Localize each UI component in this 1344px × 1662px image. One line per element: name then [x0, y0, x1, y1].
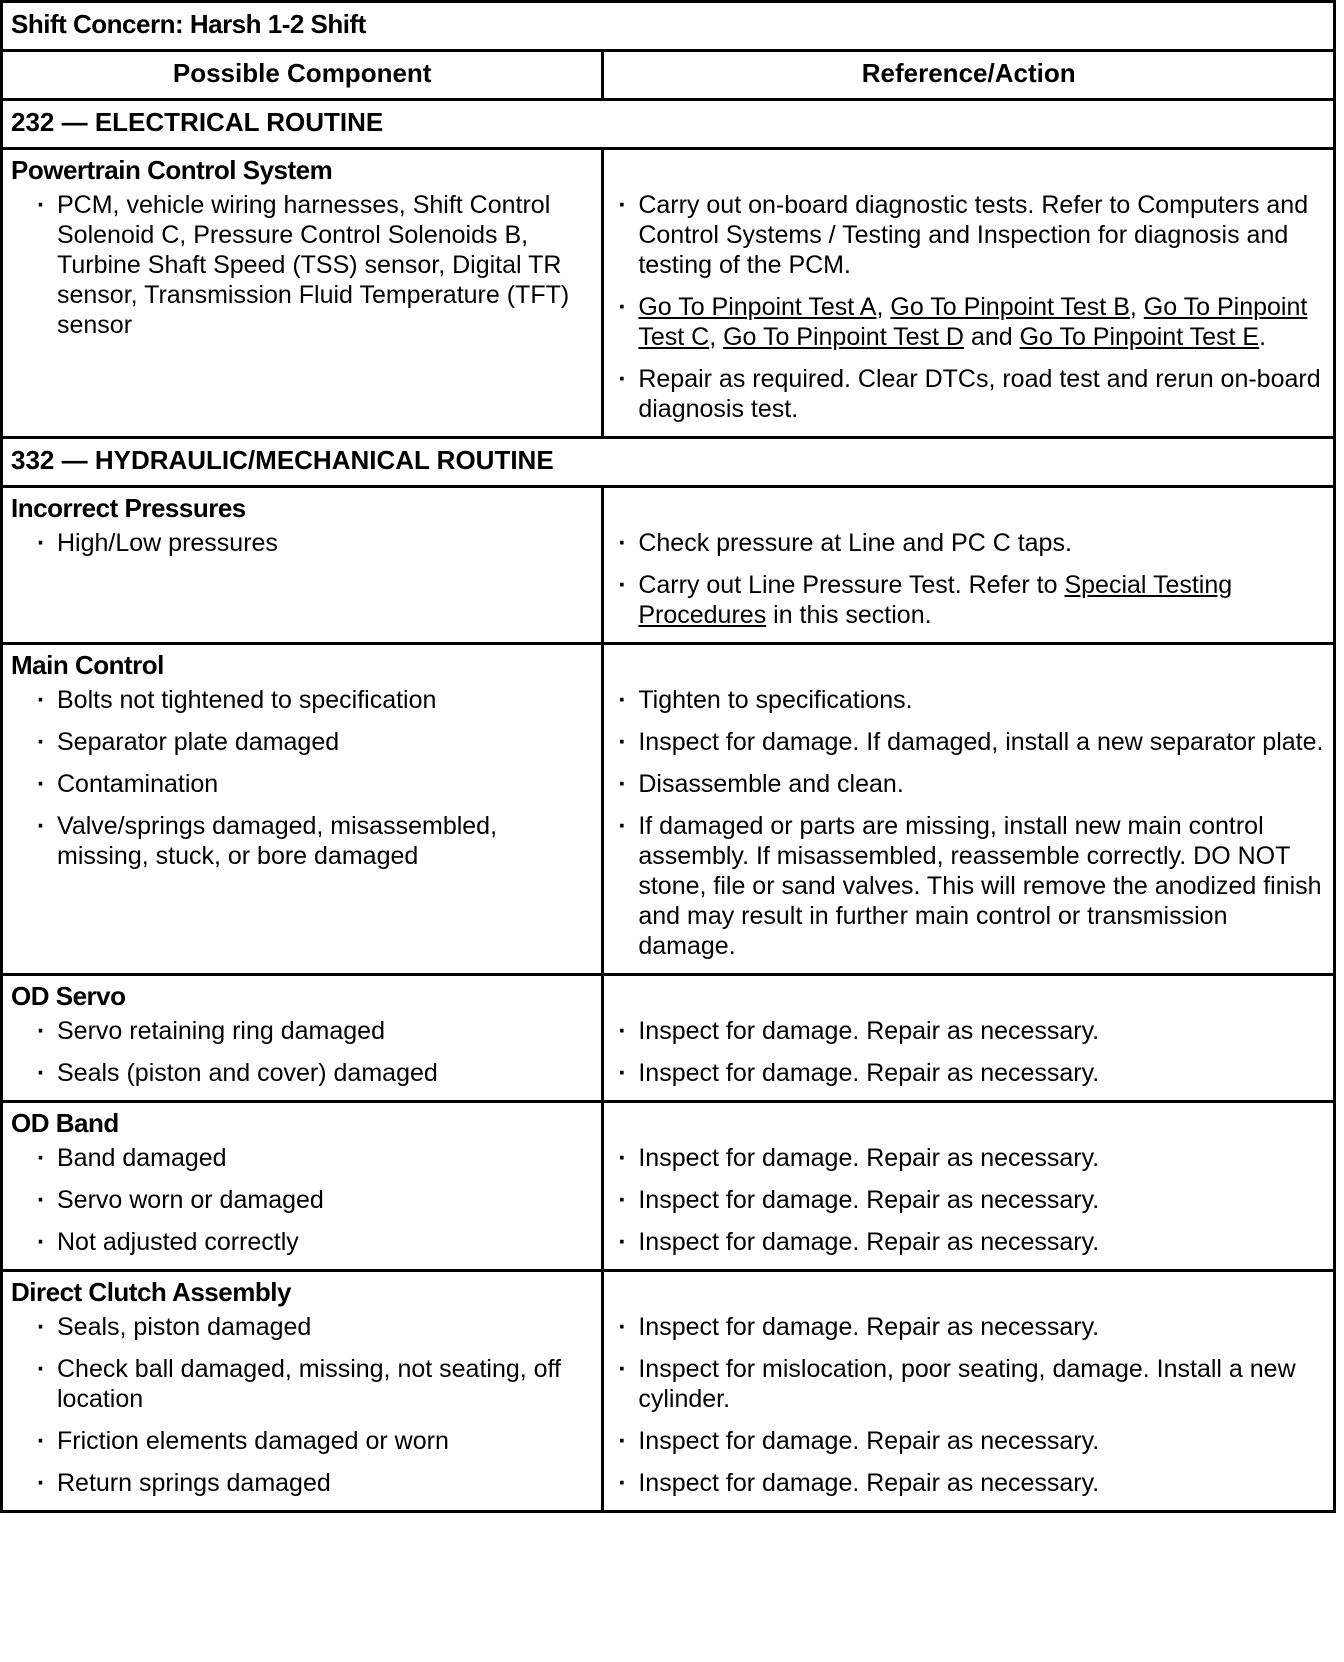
component-cell — [2, 487, 603, 644]
component-group-title: Incorrect Pressures — [11, 493, 246, 523]
action-text: Inspect for damage. Repair as necessary. — [638, 1186, 1100, 1214]
header-row — [2, 51, 1335, 100]
component-cell — [2, 149, 603, 438]
header-possible-component: Possible Component — [2, 51, 603, 100]
action-text: Inspect for damage. Repair as necessary. — [638, 1469, 1100, 1497]
action-text: Inspect for damage. Repair as necessary. — [638, 1059, 1100, 1087]
component-item: · Check ball damaged, missing, not seating, off location — [3, 1354, 601, 1414]
action-item — [604, 1227, 1333, 1257]
component-cell — [2, 975, 603, 1102]
action-text: If damaged or parts are missing, install new main control assembly. If misassembled, reassemble correctly. DO NOT stone, file or sand valves. This will remove the anodized finish and may result in further main control or transmission damage. — [638, 812, 1322, 960]
action-text: Inspect for damage. If damaged, install a new separator plate. — [638, 728, 1324, 756]
component-group-row — [2, 149, 1335, 438]
component-item: · Seals, piston damaged — [3, 1312, 601, 1342]
action-item — [604, 1058, 1333, 1088]
component-cell — [2, 644, 603, 975]
component-item: · Not adjusted correctly — [3, 1227, 601, 1257]
component-item: · Friction elements damaged or worn — [3, 1426, 601, 1456]
action-item — [604, 811, 1333, 961]
header-reference-action: Reference/Action — [603, 51, 1335, 100]
component-item: · Servo retaining ring damaged — [3, 1016, 601, 1046]
action-item — [604, 528, 1333, 558]
routine-label: 232 — ELECTRICAL ROUTINE — [2, 100, 1335, 149]
reference-link[interactable]: Go To Pinpoint Test D — [723, 323, 964, 351]
component-item: · Band damaged — [3, 1143, 601, 1173]
action-text: . — [1259, 323, 1267, 351]
action-text: and — [964, 323, 1020, 351]
action-cell — [603, 1102, 1335, 1271]
action-cell — [603, 487, 1335, 644]
component-item: · Valve/springs damaged, misassembled, missing, stuck, or bore damaged — [3, 811, 601, 871]
action-item — [604, 570, 1333, 630]
component-group-row — [2, 487, 1335, 644]
action-text: Inspect for damage. Repair as necessary. — [638, 1017, 1100, 1045]
component-item: · High/Low pressures — [3, 528, 601, 558]
action-header-spacer — [604, 645, 1333, 685]
action-cell — [603, 1271, 1335, 1512]
action-item — [604, 1312, 1333, 1342]
action-text: Check pressure at Line and PC C taps. — [638, 529, 1072, 557]
component-cell — [2, 1271, 603, 1512]
component-group-title: Main Control — [11, 650, 164, 680]
component-group-title: Powertrain Control System — [11, 155, 333, 185]
action-text: Tighten to specifications. — [638, 686, 913, 714]
action-text: , — [876, 293, 891, 321]
component-item: · PCM, vehicle wiring harnesses, Shift Control Solenoid C, Pressure Control Solenoids B, Turbine Shaft Speed (TSS) sensor, Digital TR sensor, Transmission Fluid Temperature (TFT) sensor — [3, 190, 601, 340]
component-group-row — [2, 644, 1335, 975]
action-text: Inspect for damage. Repair as necessary. — [638, 1313, 1100, 1341]
action-item — [604, 685, 1333, 715]
action-item — [604, 1185, 1333, 1215]
action-item — [604, 769, 1333, 799]
routine-label: 332 — HYDRAULIC/MECHANICAL ROUTINE — [2, 438, 1335, 487]
component-group-row — [2, 1271, 1335, 1512]
action-text: Carry out Line Pressure Test. Refer to — [638, 571, 1065, 599]
title-row — [2, 2, 1335, 51]
action-header-spacer — [604, 1272, 1333, 1312]
action-item — [604, 1016, 1333, 1046]
component-item: · Seals (piston and cover) damaged — [3, 1058, 601, 1088]
routine-row — [2, 100, 1335, 149]
action-item — [604, 1354, 1333, 1414]
action-text: Inspect for damage. Repair as necessary. — [638, 1427, 1100, 1455]
component-item: · Separator plate damaged — [3, 727, 601, 757]
reference-link[interactable]: Go To Pinpoint Test A — [638, 293, 877, 321]
action-text: Repair as required. Clear DTCs, road test and rerun on-board diagnosis test. — [638, 365, 1321, 423]
action-item — [604, 1143, 1333, 1173]
table-body — [2, 2, 1335, 1512]
reference-link[interactable]: Special Testing Procedures — [638, 571, 1233, 629]
table-title: Shift Concern: Harsh 1-2 Shift — [2, 2, 1335, 51]
action-item — [604, 292, 1333, 352]
action-item — [604, 1468, 1333, 1498]
component-group-title: Direct Clutch Assembly — [11, 1277, 291, 1307]
action-cell — [603, 975, 1335, 1102]
action-text: in this section. — [766, 601, 932, 629]
action-text: , — [709, 323, 724, 351]
routine-row — [2, 438, 1335, 487]
action-text: Inspect for damage. Repair as necessary. — [638, 1144, 1100, 1172]
component-item: · Contamination — [3, 769, 601, 799]
action-item — [604, 727, 1333, 757]
action-item — [604, 364, 1333, 424]
component-group-row — [2, 1102, 1335, 1271]
action-header-spacer — [604, 1103, 1333, 1143]
action-cell — [603, 644, 1335, 975]
action-item — [604, 190, 1333, 280]
action-header-spacer — [604, 976, 1333, 1016]
component-item: · Return springs damaged — [3, 1468, 601, 1498]
action-text: , — [1129, 293, 1144, 321]
component-group-title: OD Band — [11, 1108, 119, 1138]
action-text: Disassemble and clean. — [638, 770, 904, 798]
component-cell — [2, 1102, 603, 1271]
action-text: Inspect for damage. Repair as necessary. — [638, 1228, 1100, 1256]
component-group-title: OD Servo — [11, 981, 126, 1011]
component-group-row — [2, 975, 1335, 1102]
component-item: · Bolts not tightened to specification — [3, 685, 601, 715]
action-header-spacer — [604, 150, 1333, 190]
action-text: Inspect for mislocation, poor seating, damage. Install a new cylinder. — [638, 1355, 1296, 1413]
reference-link[interactable]: Go To Pinpoint Test B — [890, 293, 1130, 321]
action-cell — [603, 149, 1335, 438]
reference-link[interactable]: Go To Pinpoint Test C — [638, 293, 1308, 351]
action-item — [604, 1426, 1333, 1456]
component-item: · Servo worn or damaged — [3, 1185, 601, 1215]
action-text: Carry out on-board diagnostic tests. Refer to Computers and Control Systems / Testing and Inspection for diagnosis and testing of the PCM. — [638, 191, 1309, 279]
reference-link[interactable]: Go To Pinpoint Test E — [1019, 323, 1260, 351]
action-header-spacer — [604, 488, 1333, 528]
